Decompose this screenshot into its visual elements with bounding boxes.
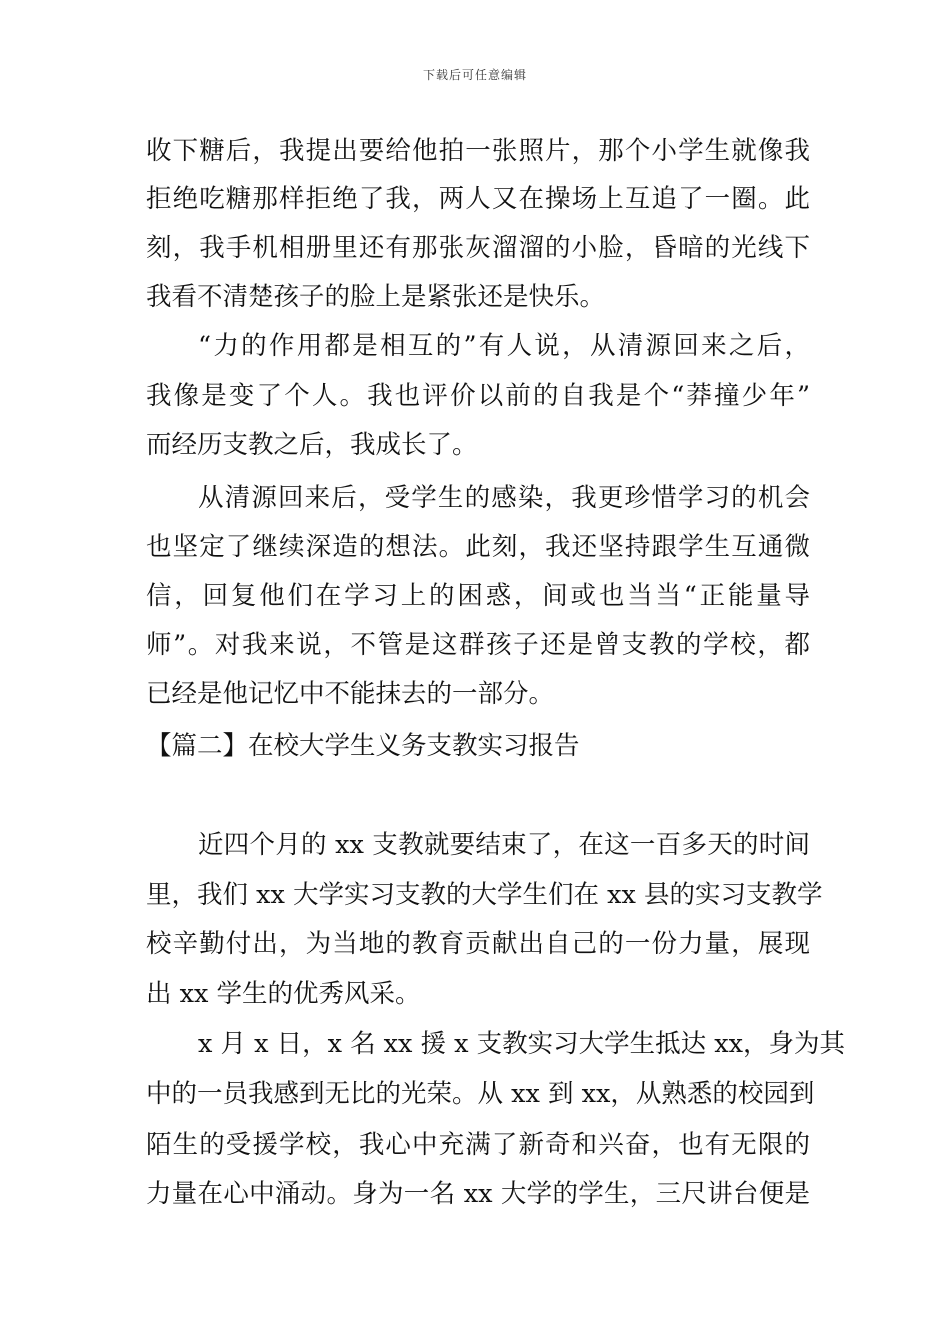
section-heading: 【篇二】在校大学生义务支教实习报告 [146, 731, 580, 761]
body-line: 出 xx 学生的优秀风采。 [146, 979, 421, 1009]
body-line: 从清源回来后，受学生的感染，我更珍惜学习的机会 [198, 483, 810, 513]
body-line: 拒绝吃糖那样拒绝了我，两人又在操场上互追了一圈。此 [146, 184, 810, 214]
body-line: 而经历支教之后，我成长了。 [146, 430, 478, 460]
body-line: x 月 x 日，x 名 xx 援 x 支教实习大学生抵达 xx，身为其 [198, 1029, 846, 1059]
body-line: 校辛勤付出，为当地的教育贡献出自己的一份力量，展现 [146, 929, 810, 959]
body-line: “力的作用都是相互的”有人说，从清源回来之后， [198, 331, 810, 361]
body-line: 已经是他记忆中不能抹去的一部分。 [146, 679, 555, 709]
body-line: 近四个月的 xx 支教就要结束了，在这一百多天的时间 [198, 830, 810, 860]
body-line: 力量在心中涌动。身为一名 xx 大学的学生，三尺讲台便是 [146, 1179, 810, 1209]
body-line: 收下糖后，我提出要给他拍一张照片，那个小学生就像我 [146, 136, 810, 166]
body-line: 也坚定了继续深造的想法。此刻，我还坚持跟学生互通微 [146, 532, 810, 562]
body-line: 我像是变了个人。我也评价以前的自我是个“莽撞少年” [146, 381, 810, 411]
body-line: 里，我们 xx 大学实习支教的大学生们在 xx 县的实习支教学 [146, 880, 823, 910]
body-line: 中的一员我感到无比的光荣。从 xx 到 xx，从熟悉的校园到 [146, 1079, 815, 1109]
page-header: 下载后可任意编辑 [422, 68, 527, 82]
body-line: 师”。对我来说，不管是这群孩子还是曾支教的学校，都 [146, 630, 810, 660]
body-line: 我看不清楚孩子的脸上是紧张还是快乐。 [146, 282, 606, 312]
body-line: 陌生的受援学校，我心中充满了新奇和兴奋，也有无限的 [146, 1130, 810, 1160]
body-line: 信，回复他们在学习上的困惑，间或也当当“正能量导 [146, 581, 810, 611]
body-line: 刻，我手机相册里还有那张灰溜溜的小脸，昏暗的光线下 [146, 233, 810, 263]
